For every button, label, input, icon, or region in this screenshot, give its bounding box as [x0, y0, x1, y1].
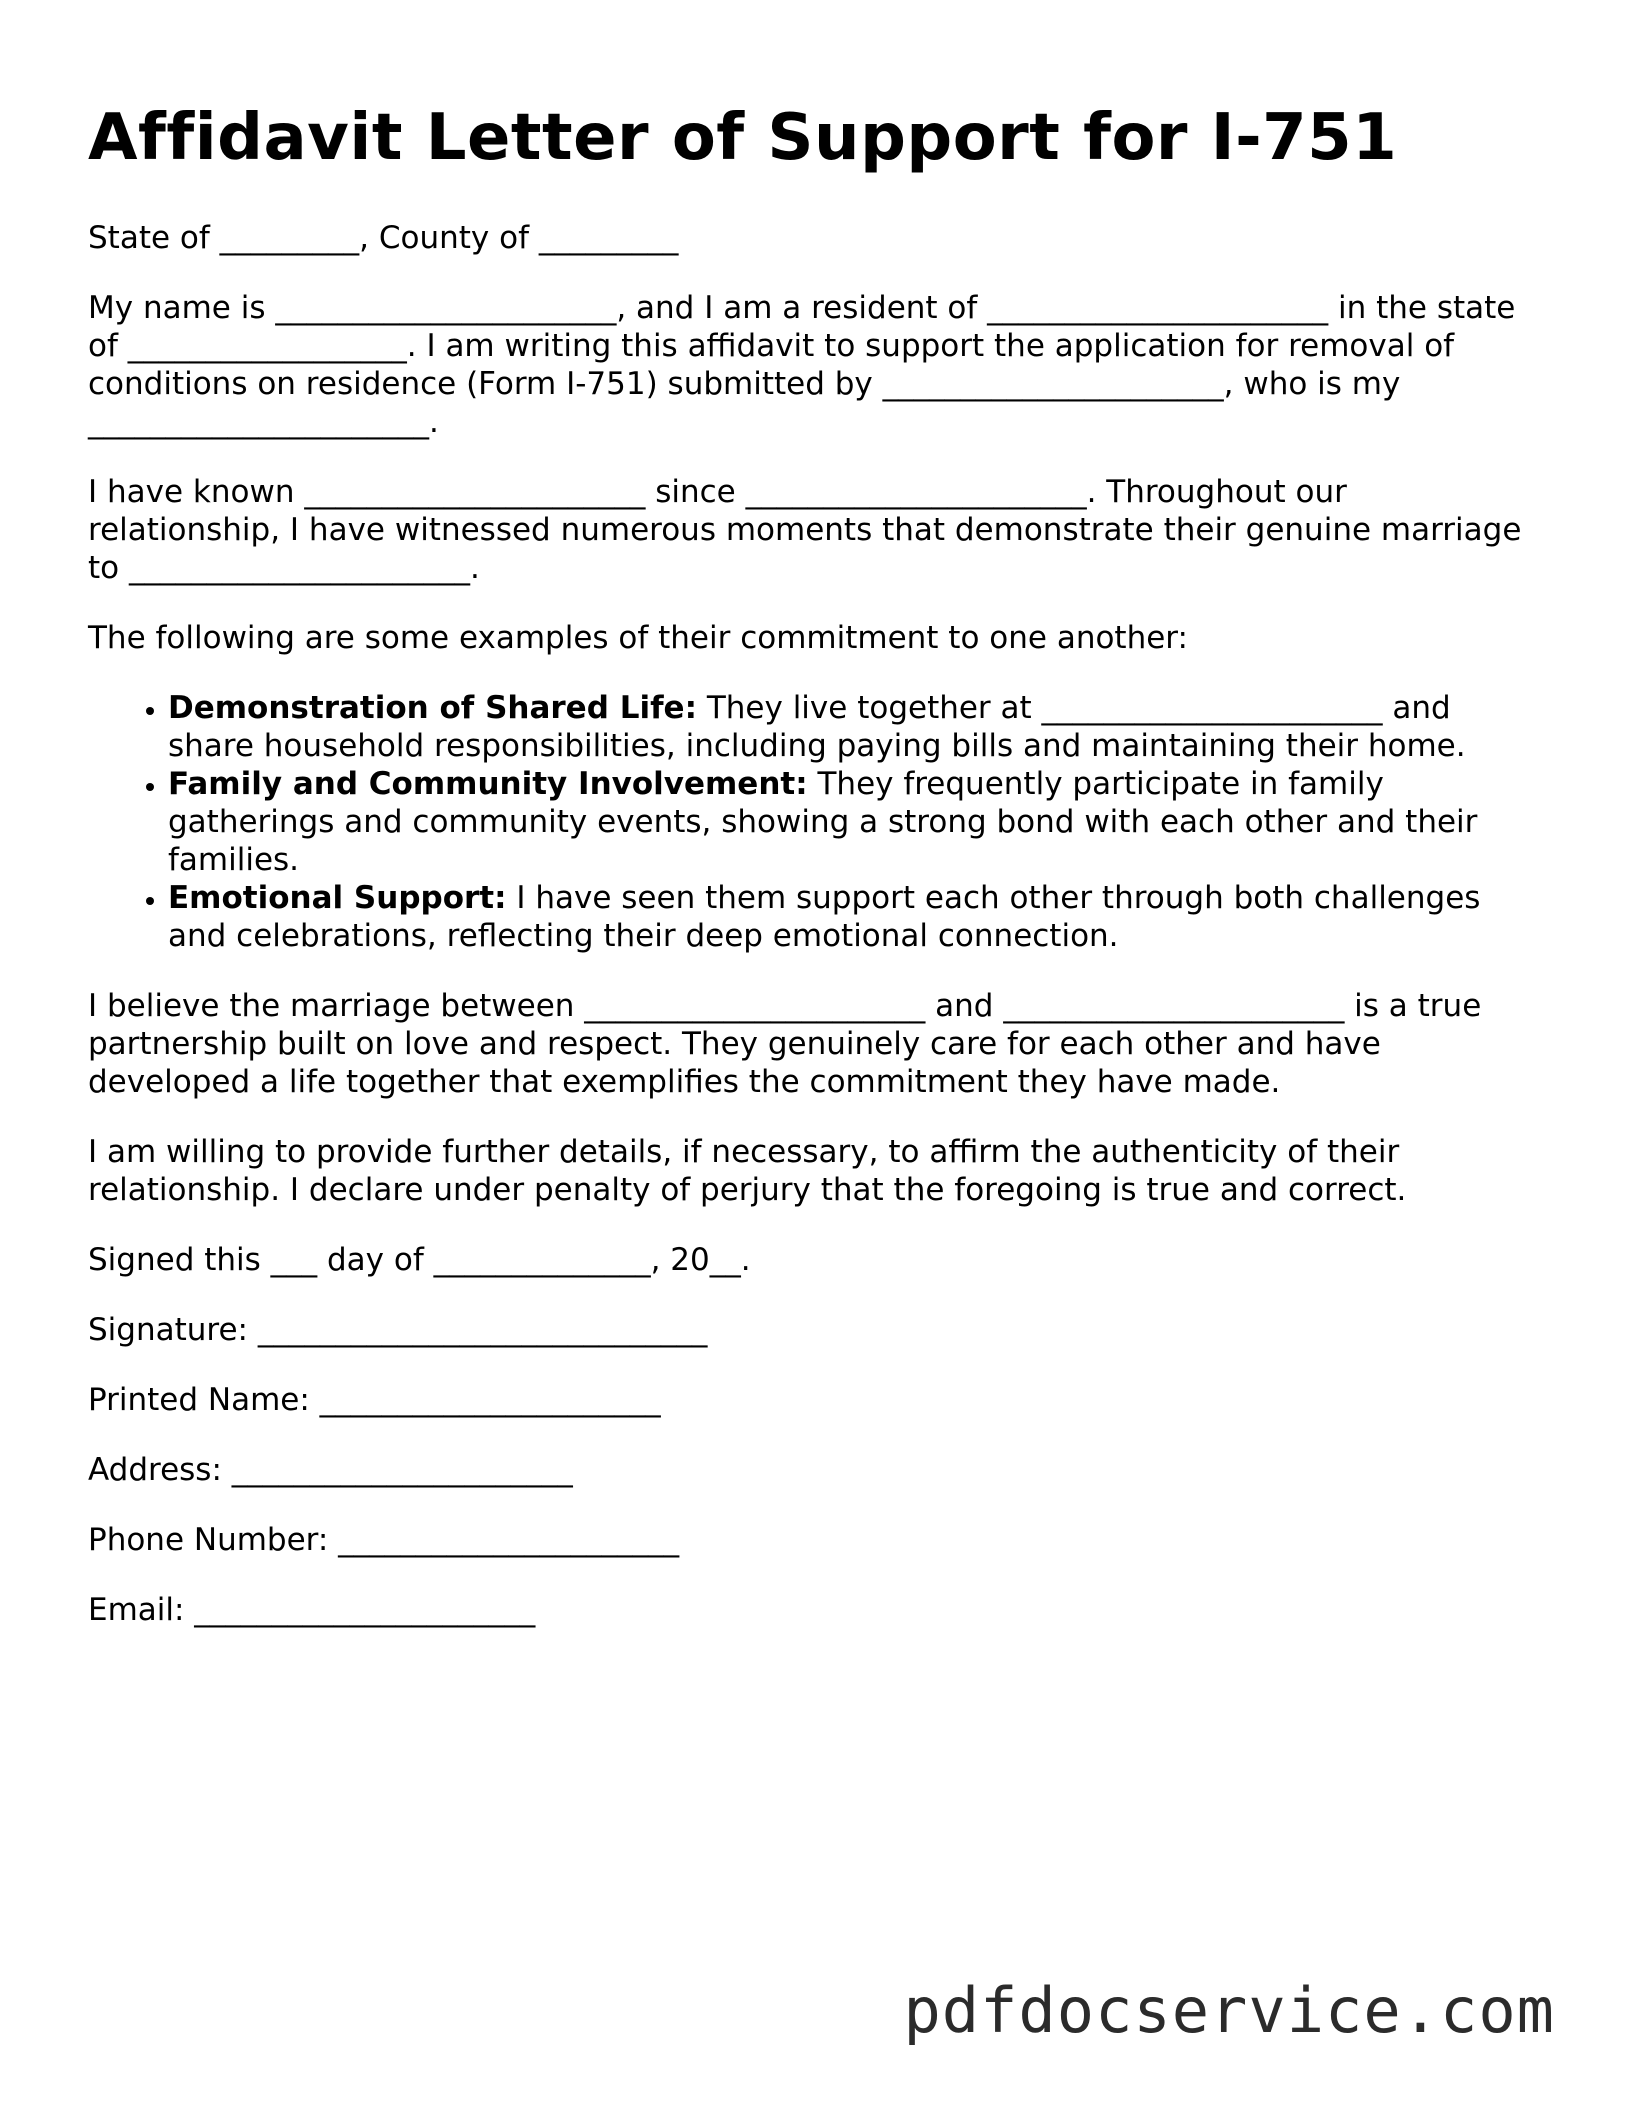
- list-item: [168, 689, 1538, 765]
- list-item: [168, 879, 1538, 955]
- example-label: Emotional Support:: [168, 879, 507, 916]
- declaration-paragraph: I am willing to provide further details, if necessary, to affirm the authenticity of their relationship. I declare under penalty of perjury that the foregoing is true and correct.: [88, 1133, 1407, 1208]
- examples-intro: The following are some examples of their commitment to one another:: [88, 619, 1188, 656]
- example-label: Family and Community Involvement:: [168, 765, 808, 802]
- state-county-line: State of _________, County of _________: [88, 219, 679, 256]
- document-page: [88, 100, 1538, 1661]
- address-field: Address: ______________________: [88, 1451, 573, 1488]
- document-title: Affidavit Letter of Support for I-751: [88, 101, 1398, 175]
- signed-date-line: Signed this ___ day of ______________, 20__.: [88, 1241, 751, 1278]
- email-field: Email: ______________________: [88, 1591, 536, 1628]
- list-item: [168, 765, 1538, 879]
- phone-field: Phone Number: ______________________: [88, 1521, 680, 1558]
- belief-paragraph: I believe the marriage between ______________________ and ______________________ is a true partnership built on love and respect. They genuinely care for each other and have developed a life together that exemplifies the commitment they have made.: [88, 987, 1482, 1100]
- example-label: Demonstration of Shared Life:: [168, 689, 697, 726]
- example-text: I have seen them support each other through both challenges and celebrations, reflecting their deep emotional connection.: [168, 879, 1481, 954]
- known-paragraph: I have known ______________________ since ______________________. Throughout our relationship, I have witnessed numerous moments that demonstrate their genuine marriage to ______________________.: [88, 473, 1522, 586]
- examples-list: [88, 689, 1538, 955]
- printed-name-field: Printed Name: ______________________: [88, 1381, 661, 1418]
- signature-field: Signature: _____________________________: [88, 1311, 708, 1348]
- watermark: pdfdocservice.com: [903, 1974, 1555, 2047]
- example-text: They frequently participate in family gatherings and community events, showing a strong bond with each other and their families.: [168, 765, 1478, 878]
- intro-paragraph: My name is ______________________, and I am a resident of ______________________ in the state of __________________. I am writing this affidavit to support the application for removal of conditions on residence (Form I-751) submitted by ______________________, who is my ______________________.: [88, 289, 1516, 440]
- example-text: They live together at ______________________ and share household responsibilities, including paying bills and maintaining their home.: [168, 689, 1466, 764]
